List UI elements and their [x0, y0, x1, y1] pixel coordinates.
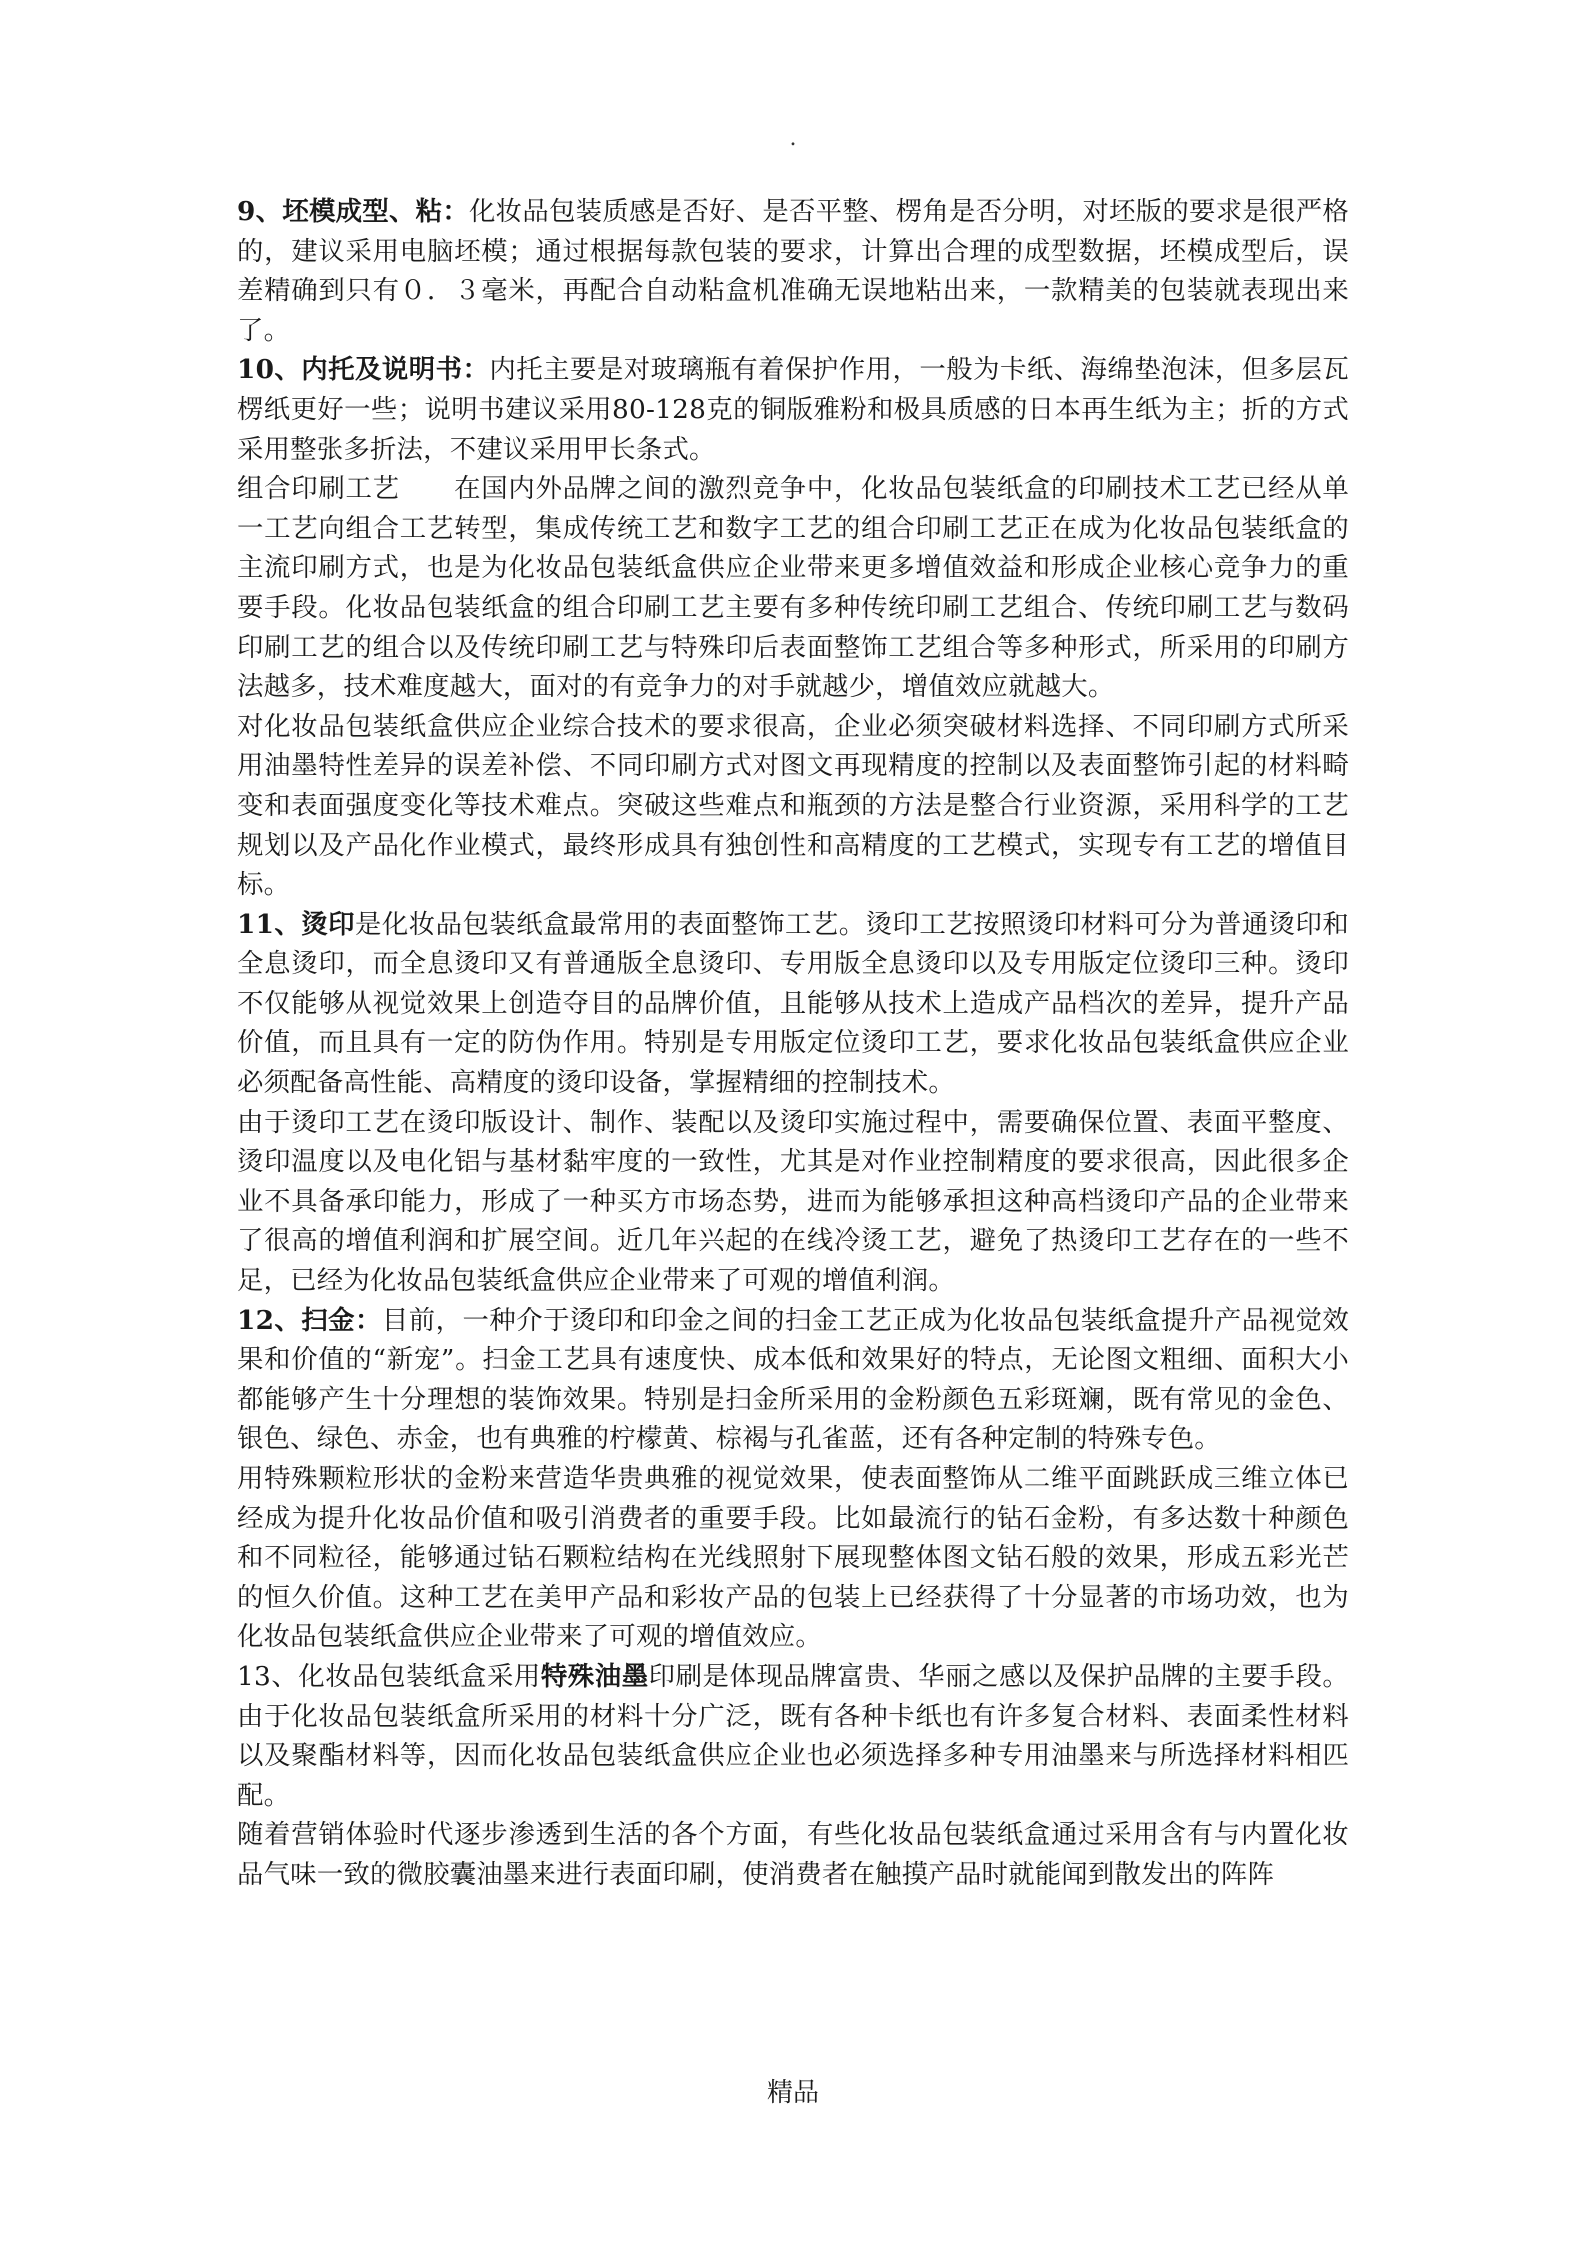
combo-print-paragraph-1	[237, 469, 1349, 707]
section-11-paragraph-2: 由于烫印工艺在烫印版设计、制作、装配以及烫印实施过程中，需要确保位置、表面平整度、烫印温度以及电化铝与基材黏牢度的一致性，尤其是对作业控制精度的要求很高，因此很多企业不具备承印能力，形成了一种买方市场态势，进而为能够承担这种高档烫印产品的企业带来了很高的增值利润和扩展空间。近几年兴起的在线冷烫工艺，避免了热烫印工艺存在的一些不足，已经为化妆品包装纸盒供应企业带来了可观的增值利润。	[237, 1106, 1349, 1297]
section-13-paragraph-1	[237, 1657, 1349, 1815]
combo-print-text-1: 在国内外品牌之间的激烈竞争中，化妆品包装纸盒的印刷技术工艺已经从单一工艺向组合工艺转型，集成传统工艺和数字工艺的组合印刷工艺正在成为化妆品包装纸盒的主流印刷方式，也是为化妆品包装纸盒供应企业带来更多增值效益和形成企业核心竞争力的重要手段。化妆品包装纸盒的组合印刷工艺主要有多种传统印刷工艺组合、传统印刷工艺与数码印刷工艺的组合以及传统印刷工艺与特殊印后表面整饰工艺组合等多种形式，所采用的印刷方法越多，技术难度越大，面对的有竞争力的对手就越少，增值效应就越大。	[237, 473, 1349, 703]
section-13-heading-prefix: 13、化妆品包装纸盒采用	[237, 1660, 541, 1692]
section-9-heading: 9、坯模成型、粘：	[237, 196, 469, 227]
section-9-paragraph	[237, 192, 1349, 350]
section-10-paragraph	[237, 350, 1349, 469]
section-11-paragraph-1	[237, 905, 1349, 1103]
combo-print-heading: 组合印刷工艺	[237, 473, 455, 505]
section-12-paragraph-2: 用特殊颗粒形状的金粉来营造华贵典雅的视觉效果，使表面整饰从二维平面跳跃成三维立体已经成为提升化妆品价值和吸引消费者的重要手段。比如最流行的钻石金粉，有多达数十种颜色和不同粒径，能够通过钻石颗粒结构在光线照射下展现整体图文钻石般的效果，形成五彩光芒的恒久价值。这种工艺在美甲产品和彩妆产品的包装上已经获得了十分显著的市场功效，也为化妆品包装纸盒供应企业带来了可观的增值效应。	[237, 1463, 1349, 1653]
section-11-heading: 11、烫印	[237, 908, 356, 940]
header-dot: .	[789, 126, 797, 151]
combo-print-paragraph-2: 对化妆品包装纸盒供应企业综合技术的要求很高，企业必须突破材料选择、不同印刷方式所采用油墨特性差异的误差补偿、不同印刷方式对图文再现精度的控制以及表面整饰引起的材料畸变和表面强度变化等技术难点。突破这些难点和瓶颈的方法是整合行业资源，采用科学的工艺规划以及产品化作业模式，最终形成具有独创性和高精度的工艺模式，实现专有工艺的增值目标。	[237, 710, 1349, 901]
section-12-paragraph-1	[237, 1301, 1349, 1459]
section-13-text-1: 印刷是体现品牌富贵、华丽之感以及保护品牌的主要手段。由于化妆品包装纸盒所采用的材料十分广泛，既有各种卡纸也有许多复合材料、表面柔性材料以及聚酯材料等，因而化妆品包装纸盒供应企业也必须选择多种专用油墨来与所选择材料相匹配。	[237, 1660, 1349, 1811]
section-10-text: 内托主要是对玻璃瓶有着保护作用，一般为卡纸、海绵垫泡沫，但多层瓦楞纸更好一些；说明书建议采用80-128克的铜版雅粉和极具质感的日本再生纸为主；折的方式采用整张多折法，不建议采用甲长条式。	[237, 354, 1349, 465]
section-13-paragraph-2: 随着营销体验时代逐步渗透到生活的各个方面，有些化妆品包装纸盒通过采用含有与内置化妆品气味一致的微胶囊油墨来进行表面印刷，使消费者在触摸产品时就能闻到散发出的阵阵	[237, 1819, 1349, 1890]
page-footer-label: 精品	[766, 2078, 819, 2108]
document-body	[237, 192, 1349, 1895]
section-12-text-1: 目前，一种介于烫印和印金之间的扫金工艺正成为化妆品包装纸盒提升产品视觉效果和价值的“新宠”。扫金工艺具有速度快、成本低和效果好的特点，无论图文粗细、面积大小都能够产生十分理想的装饰效果。特别是扫金所采用的金粉颜色五彩斑斓，既有常见的金色、银色、绿色、赤金，也有典雅的柠檬黄、棕褐与孔雀蓝，还有各种定制的特殊专色。	[237, 1304, 1349, 1455]
section-11-text-1: 是化妆品包装纸盒最常用的表面整饰工艺。烫印工艺按照烫印材料可分为普通烫印和全息烫印，而全息烫印又有普通版全息烫印、专用版全息烫印以及专用版定位烫印三种。烫印不仅能够从视觉效果上创造夺目的品牌价值，且能够从技术上造成产品档次的差异，提升产品价值，而且具有一定的防伪作用。特别是专用版定位烫印工艺，要求化妆品包装纸盒供应企业必须配备高性能、高精度的烫印设备，掌握精细的控制技术。	[237, 908, 1349, 1099]
section-13-heading-bold: 特殊油墨	[540, 1660, 649, 1692]
section-12-heading: 12、扫金：	[237, 1304, 382, 1336]
section-9-text: 化妆品包装质感是否好、是否平整、楞角是否分明，对坯版的要求是很严格的，建议采用电脑坯模；通过根据每款包装的要求，计算出合理的成型数据，坯模成型后，误差精确到只有０．３毫米，再配合自动粘盒机准确无误地粘出来，一款精美的包装就表现出来了。	[237, 196, 1349, 346]
section-10-heading: 10、内托及说明书：	[237, 354, 490, 386]
